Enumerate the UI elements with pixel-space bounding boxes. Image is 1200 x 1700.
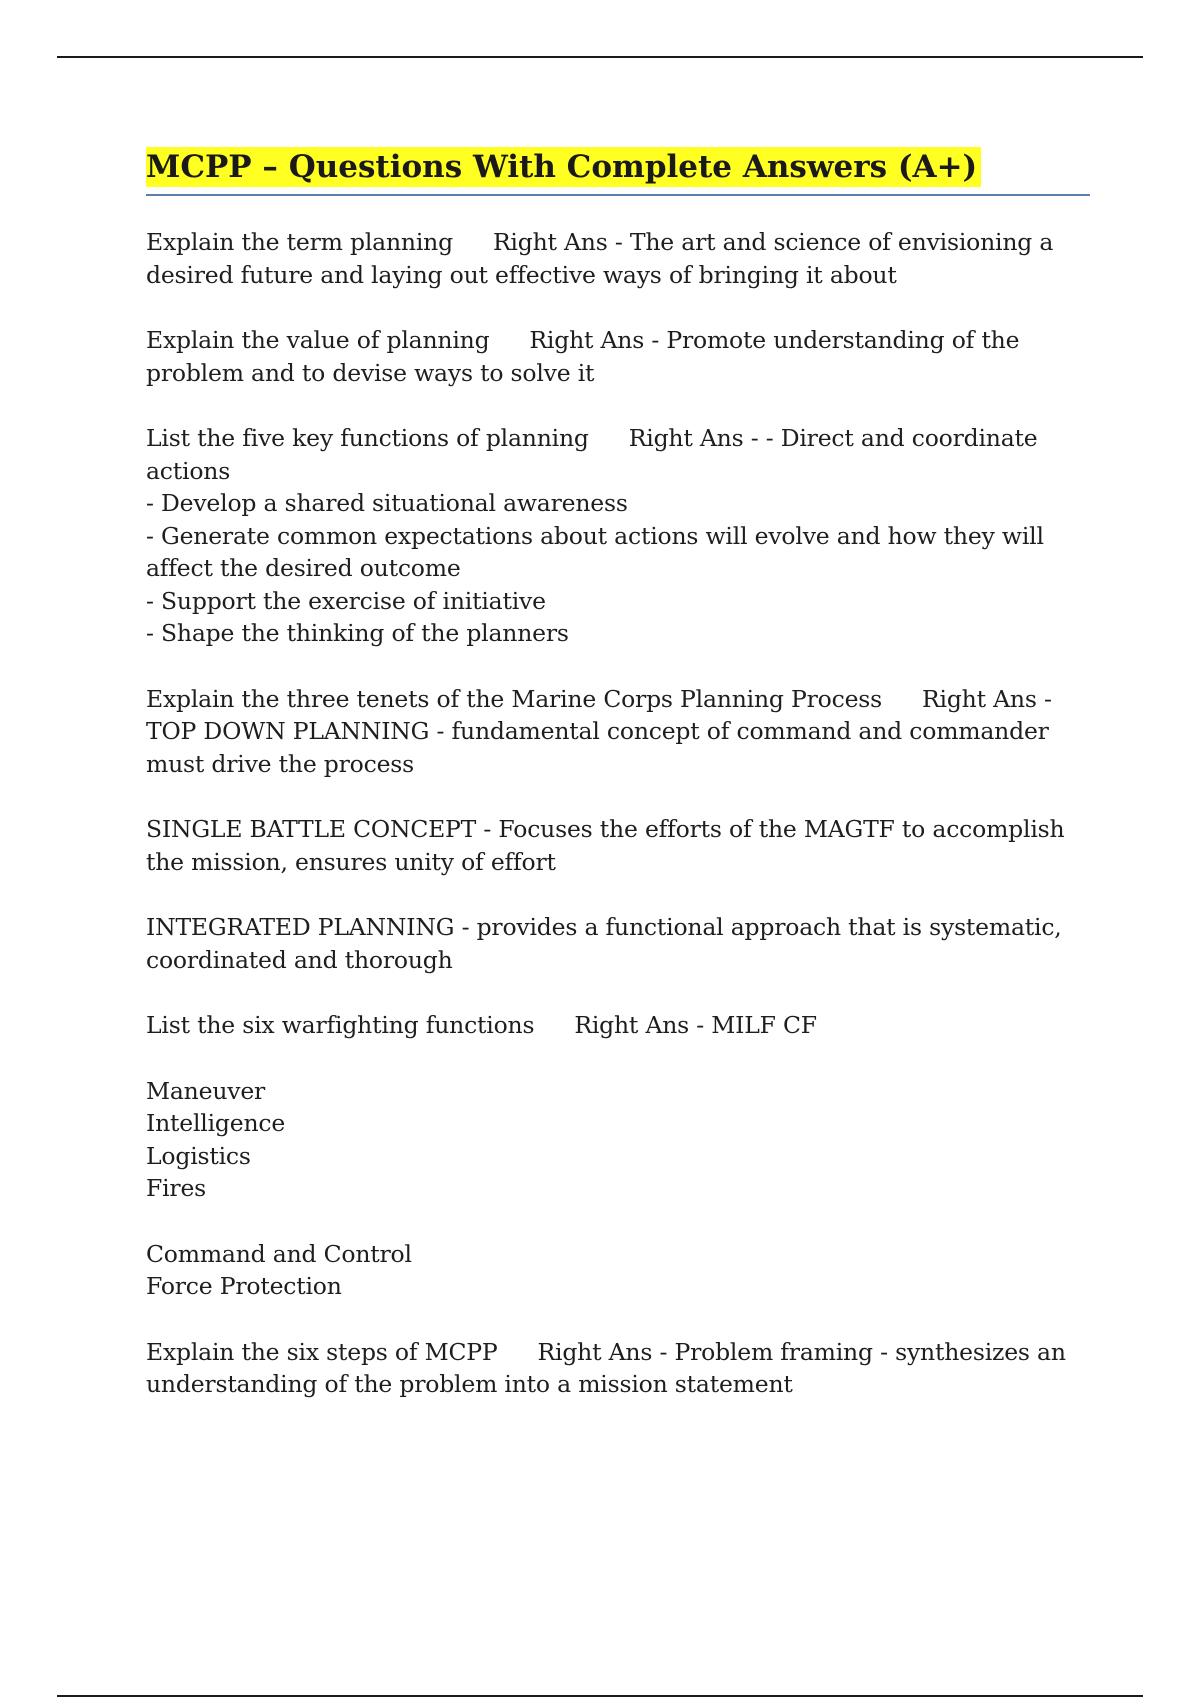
qa-list — [146, 226, 1090, 1401]
title-underline — [146, 194, 1090, 196]
footer-rule — [57, 1695, 1143, 1697]
answer-continuation: must drive the process — [146, 749, 415, 778]
qa-entry-warfighting-functions — [146, 1009, 1090, 1042]
answer-text: Right Ans - The art and science of envisioning a — [492, 228, 1054, 256]
paragraph-single-battle — [146, 813, 1090, 878]
qa-entry-value-planning — [146, 324, 1090, 389]
list-item: - Generate common expectations about actions will evolve and how they will — [146, 521, 1044, 550]
list-item: Logistics — [146, 1141, 251, 1170]
qa-entry-five-functions — [146, 422, 1090, 650]
question-text: Explain the value of planning — [146, 326, 490, 354]
paragraph-line: the mission, ensures unity of effort — [146, 847, 556, 876]
list-item: - Shape the thinking of the planners — [146, 619, 569, 647]
document-body — [146, 144, 1090, 1434]
list-item: - Develop a shared situational awareness — [146, 489, 628, 517]
functions-list-2 — [146, 1238, 1090, 1303]
question-text: List the five key functions of planning — [146, 424, 589, 452]
list-item: Force Protection — [146, 1272, 342, 1300]
answer-continuation: actions — [146, 456, 231, 485]
paragraph-line: SINGLE BATTLE CONCEPT - Focuses the efforts of the MAGTF to accomplish — [146, 815, 1065, 843]
list-item: Intelligence — [146, 1109, 286, 1137]
question-text: List the six warfighting functions — [146, 1011, 535, 1039]
question-text: Explain the term planning — [146, 228, 453, 256]
question-text: Explain the six steps of MCPP — [146, 1337, 498, 1366]
paragraph-line: INTEGRATED PLANNING - provides a functional approach that is systematic, — [146, 913, 1062, 941]
list-item: - Support the exercise of initiative — [146, 586, 546, 615]
list-item: Fires — [146, 1174, 207, 1202]
functions-list-1 — [146, 1075, 1090, 1205]
answer-text: Right Ans - - Direct and coordinate — [628, 424, 1038, 452]
answer-text: Right Ans - Promote understanding of the — [529, 326, 1020, 354]
answer-text: Right Ans - Problem framing - synthesizes an — [537, 1337, 1066, 1366]
answer-continuation: desired future and laying out effective ways of bringing it about — [146, 260, 897, 289]
title-highlight: MCPP – Questions With Complete Answers (A+) — [146, 147, 981, 187]
answer-continuation: problem and to devise ways to solve it — [146, 358, 595, 387]
answer-text: Right Ans - — [922, 684, 1052, 713]
document-title — [146, 144, 1090, 190]
qa-entry-term-planning — [146, 226, 1090, 291]
qa-entry-three-tenets — [146, 683, 1090, 781]
list-item: Maneuver — [146, 1076, 266, 1105]
header-rule — [57, 56, 1143, 58]
paragraph-line: coordinated and thorough — [146, 945, 453, 974]
paragraph-integrated-planning — [146, 911, 1090, 976]
answer-continuation: affect the desired outcome — [146, 554, 461, 582]
answer-text: Right Ans - MILF CF — [574, 1011, 817, 1039]
answer-continuation: TOP DOWN PLANNING - fundamental concept of command and commander — [146, 717, 1049, 745]
qa-entry-six-steps — [146, 1336, 1090, 1401]
answer-continuation: understanding of the problem into a mission statement — [146, 1370, 793, 1398]
list-item: Command and Control — [146, 1239, 412, 1268]
question-text: Explain the three tenets of the Marine Corps Planning Process — [146, 684, 883, 713]
